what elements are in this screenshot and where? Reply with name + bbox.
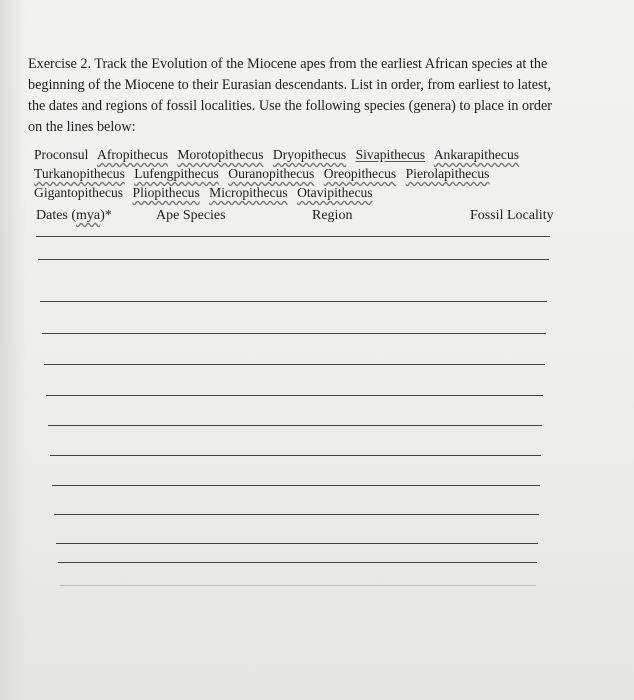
answer-line[interactable] xyxy=(50,455,541,456)
header-dates-unit: mya xyxy=(76,208,101,223)
answer-line[interactable] xyxy=(38,259,549,260)
species-name: Oreopithecus xyxy=(323,166,397,181)
species-name: Lufengpithecus xyxy=(134,166,219,181)
species-list xyxy=(34,145,554,202)
header-fossil-locality: Fossil Locality xyxy=(470,208,554,223)
species-name: Otavipithecus xyxy=(297,185,373,200)
species-name: Ouranopithecus xyxy=(228,166,315,181)
species-name: Morotopithecus xyxy=(177,147,264,162)
answer-line[interactable] xyxy=(58,562,537,563)
answer-line[interactable] xyxy=(54,514,539,515)
header-dates xyxy=(36,208,112,224)
species-name: Micropithecus xyxy=(209,185,288,200)
species-name: Pierolapithecus xyxy=(405,166,490,181)
species-name: Pliopithecus xyxy=(132,185,200,200)
header-dates-prefix: Dates ( xyxy=(36,208,77,223)
answer-line[interactable] xyxy=(52,485,540,486)
species-name: Dryopithecus xyxy=(272,147,347,162)
species-name: Gigantopithecus xyxy=(34,185,124,200)
species-name: Proconsul xyxy=(34,147,89,162)
answer-line[interactable] xyxy=(42,333,546,334)
answer-line[interactable] xyxy=(36,236,550,237)
header-region: Region xyxy=(312,208,353,223)
species-name: Turkanopithecus xyxy=(34,166,125,181)
species-name: Sivapithecus xyxy=(355,147,426,162)
species-name: Afropithecus xyxy=(97,147,169,162)
species-name: Ankarapithecus xyxy=(433,147,520,162)
header-ape-species: Ape Species xyxy=(156,208,226,223)
answer-line[interactable] xyxy=(40,301,547,302)
answer-line[interactable] xyxy=(56,543,538,544)
exercise-instructions: Exercise 2. Track the Evolution of the Miocene apes from the earliest African species at the beginning of the Miocene to their Eurasian descendants. List in order, from earliest to latest, the dates and regions of fossil localities. Use the following species (genera) to place in order on the lines below: xyxy=(28,56,552,135)
answer-line-faint[interactable] xyxy=(60,585,536,586)
answer-line[interactable] xyxy=(44,364,545,365)
answer-line[interactable] xyxy=(48,425,542,426)
header-dates-suffix: )* xyxy=(100,208,112,223)
answer-line[interactable] xyxy=(46,395,543,396)
page-shadow xyxy=(0,0,26,700)
